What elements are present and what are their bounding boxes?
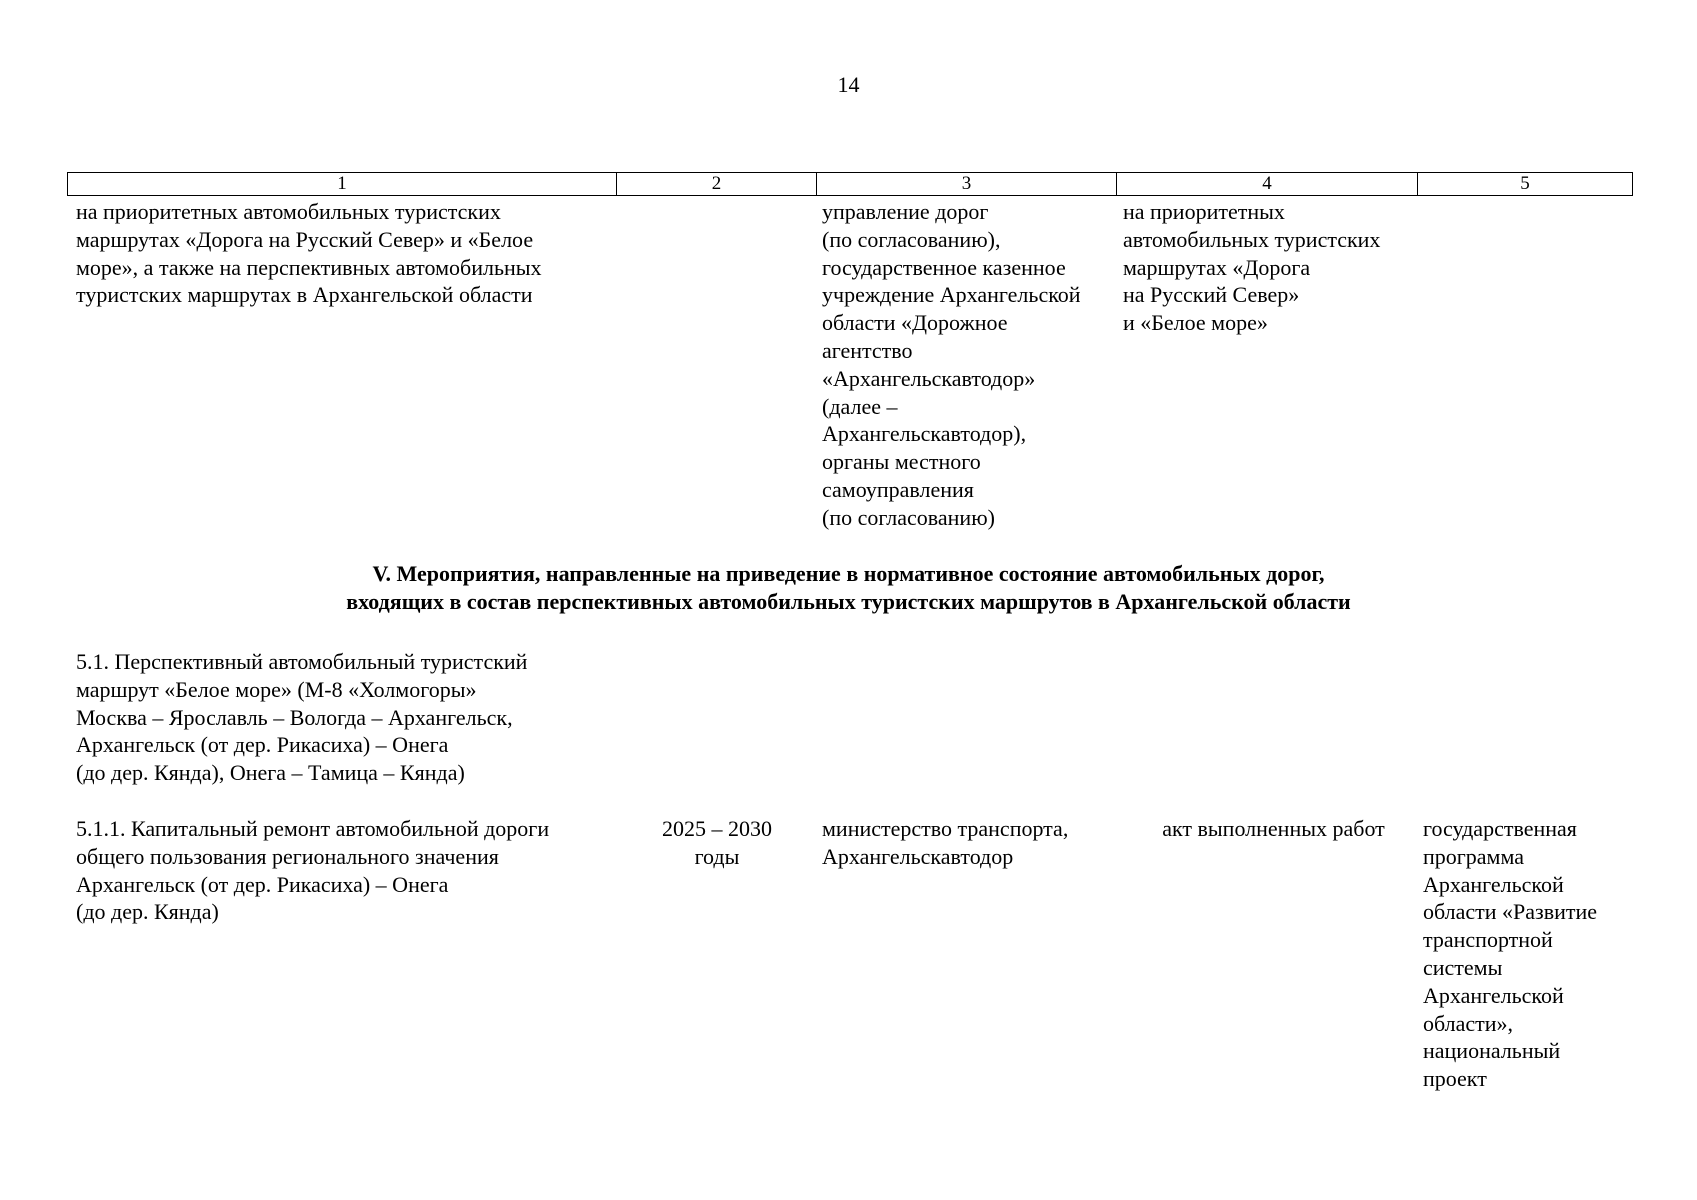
- page-number: 14: [837, 72, 860, 97]
- column-number-4: 4: [1117, 173, 1418, 196]
- column-number-header: [67, 172, 1633, 196]
- item-5-1-1-col1: 5.1.1. Капитальный ремонт автомобильной дороги общего пользования регионального значения Архангельск (от дер. Рикасиха) – Онега (до дер. Кянда): [76, 816, 550, 925]
- section-heading: [0, 560, 1697, 616]
- item-5-1-1-col5: государственная программа Архангельской области «Развитие транспортной системы Архангельской области», национальный проект: [1423, 816, 1598, 1092]
- section-heading-line-1: V. Мероприятия, направленные на приведение в нормативное состояние автомобильных дорог,: [372, 561, 1325, 586]
- item-5-1-1-col2: 2025 – 2030 годы: [662, 816, 772, 869]
- continued-row-col4: на приоритетных автомобильных туристских маршрутах «Дорога на Русский Север» и «Белое море»: [1123, 199, 1381, 336]
- column-number-5: 5: [1418, 173, 1633, 196]
- column-number-1: 1: [68, 173, 617, 196]
- continued-row-col1: на приоритетных автомобильных туристских маршрутах «Дорога на Русский Север» и «Белое море», а также на перспективных автомобильных туристских маршрутах в Архангельской области: [76, 199, 542, 308]
- section-heading-line-2: входящих в состав перспективных автомобильных туристских маршрутов в Архангельской области: [346, 589, 1351, 614]
- column-number-3: 3: [817, 173, 1117, 196]
- column-number-2: 2: [617, 173, 817, 196]
- continued-row-col3: управление дорог (по согласованию), государственное казенное учреждение Архангельской области «Дорожное агентство «Архангельскавтодор» (далее – Архангельскавтодор), органы местного самоуправления (по согласованию): [822, 199, 1081, 530]
- item-5-1-text: 5.1. Перспективный автомобильный туристский маршрут «Белое море» (М-8 «Холмогоры» Москва – Ярославль – Вологда – Архангельск, Архангельск (от дер. Рикасиха) – Онега (до дер. Кянда), Онега – Тамица – Кянда): [76, 649, 528, 786]
- item-5-1-1-col3: министерство транспорта, Архангельскавтодор: [822, 816, 1069, 869]
- item-5-1-1-col4: акт выполненных работ: [1162, 816, 1385, 841]
